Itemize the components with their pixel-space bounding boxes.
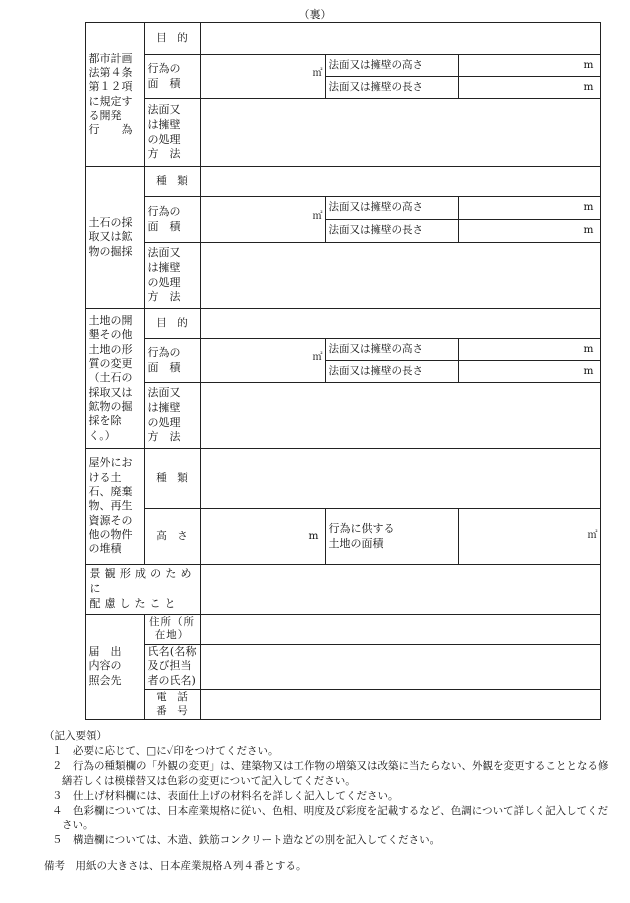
contact-address-field[interactable] <box>200 614 600 644</box>
quarrying-area-field[interactable] <box>200 197 325 243</box>
m-unit: m <box>583 201 594 214</box>
outdoor-pile-height-label: 高 さ <box>144 509 200 565</box>
land-change-slope-height-label: 法面又は擁壁の高さ <box>325 339 458 361</box>
land-change-purpose-field[interactable] <box>200 309 600 339</box>
outdoor-pile-label: 屋外にお ける土 石、廃棄 物、再生 資源その 他の物件 の堆積 <box>85 449 144 565</box>
development-act-label: 都市計画 法第４条 第１２項 に規定す る開発 行 為 <box>85 23 144 167</box>
landscape-consideration-field[interactable] <box>200 565 600 615</box>
contact-phone-field[interactable] <box>200 690 600 720</box>
outdoor-pile-land-area-field[interactable] <box>458 509 600 565</box>
application-form-table <box>40 22 601 720</box>
land-change-treatment-label: 法面又 は擁壁 の処理 方 法 <box>144 383 200 449</box>
outdoor-pile-land-area-label: 行為に供する 土地の面積 <box>325 509 458 565</box>
instruction-item: ３ 仕上げ材料欄には、表面仕上げの材料名を詳しく記入してください。 <box>52 789 399 802</box>
development-slope-length-label: 法面又は擁壁の長さ <box>325 77 458 99</box>
instruction-item: １ 必要に応じて、□に✓印をつけてください。 <box>52 744 279 757</box>
quarrying-treatment-field[interactable] <box>200 243 600 309</box>
development-slope-height-field[interactable] <box>458 55 600 77</box>
land-change-treatment-field[interactable] <box>200 383 600 449</box>
land-change-area-label: 行為の 面 積 <box>144 339 200 383</box>
outdoor-pile-kind-label: 種 類 <box>144 449 200 509</box>
land-change-label: 土地の開 墾その他 土地の形 質の変更 （土石の 採取又は 鉱物の掘 採を除 く。） <box>85 309 144 449</box>
instruction-item: ４ 色彩欄については、日本産業規格に従い、色相、明度及び彩度を記載するなど、色調について詳しく記入してください。 <box>52 804 609 832</box>
quarrying-treatment-label: 法面又 は擁壁 の処理 方 法 <box>144 243 200 309</box>
land-change-area-field[interactable] <box>200 339 325 383</box>
quarrying-kind-field[interactable] <box>200 167 600 197</box>
quarrying-slope-height-field[interactable] <box>458 197 600 220</box>
m-unit: m <box>583 224 594 237</box>
sqm-unit: ㎡ <box>312 211 323 223</box>
development-treatment-field[interactable] <box>200 99 600 167</box>
landscape-consideration-label: 景観形成のために 配慮したこと <box>85 565 200 615</box>
development-slope-height-label: 法面又は擁壁の高さ <box>325 55 458 77</box>
outdoor-pile-kind-field[interactable] <box>200 449 600 509</box>
instruction-item: ５ 構造欄については、木造、鉄筋コンクリート造などの別を記入してください。 <box>52 834 441 847</box>
development-slope-length-field[interactable] <box>458 77 600 99</box>
development-area-field[interactable] <box>200 55 325 99</box>
quarrying-label: 土石の採 取又は鉱 物の掘採 <box>85 167 144 309</box>
left-margin-cell <box>40 23 85 720</box>
quarrying-slope-length-label: 法面又は擁壁の長さ <box>325 220 458 243</box>
sqm-unit: ㎡ <box>312 68 323 80</box>
land-change-slope-height-field[interactable] <box>458 339 600 361</box>
development-area-label: 行為の 面 積 <box>144 55 200 99</box>
land-change-slope-length-label: 法面又は擁壁の長さ <box>325 361 458 383</box>
quarrying-slope-height-label: 法面又は擁壁の高さ <box>325 197 458 220</box>
m-unit: m <box>583 80 594 93</box>
instructions-title: （記入要領） <box>44 730 107 742</box>
instruction-item: ２ 行為の種類欄の「外観の変更」は、建築物又は工作物の増築又は改築に当たらない、外観を変更することとなる修繕若しくは模様替又は色彩の変更について記入してください。 <box>52 759 609 787</box>
sqm-unit: ㎡ <box>587 530 598 542</box>
m-unit: m <box>583 342 594 355</box>
quarrying-area-label: 行為の 面 積 <box>144 197 200 243</box>
m-unit: m <box>583 364 594 377</box>
page-side-header: （裏） <box>298 8 332 21</box>
m-unit: m <box>583 58 594 71</box>
contact-name-label: 氏名(名称及び担当 者の氏名) <box>144 644 200 690</box>
land-change-slope-length-field[interactable] <box>458 361 600 383</box>
outdoor-pile-height-field[interactable] <box>200 509 325 565</box>
contact-label: 届 出 内容の 照会先 <box>85 614 144 720</box>
development-purpose-label: 目 的 <box>144 23 200 55</box>
instructions <box>44 729 614 848</box>
land-change-purpose-label: 目 的 <box>144 309 200 339</box>
contact-name-field[interactable] <box>200 644 600 690</box>
sqm-unit: ㎡ <box>312 352 323 364</box>
contact-address-label: 住所（所在地） <box>144 614 200 644</box>
development-purpose-field[interactable] <box>200 23 600 55</box>
quarrying-slope-length-field[interactable] <box>458 220 600 243</box>
quarrying-kind-label: 種 類 <box>144 167 200 197</box>
m-unit: m <box>308 529 319 542</box>
development-treatment-label: 法面又 は擁壁 の処理 方 法 <box>144 99 200 167</box>
remarks: 備考 用紙の大きさは、日本産業規格Ａ列４番とする。 <box>44 860 307 872</box>
contact-phone-label: 電 話 番 号 <box>144 690 200 720</box>
